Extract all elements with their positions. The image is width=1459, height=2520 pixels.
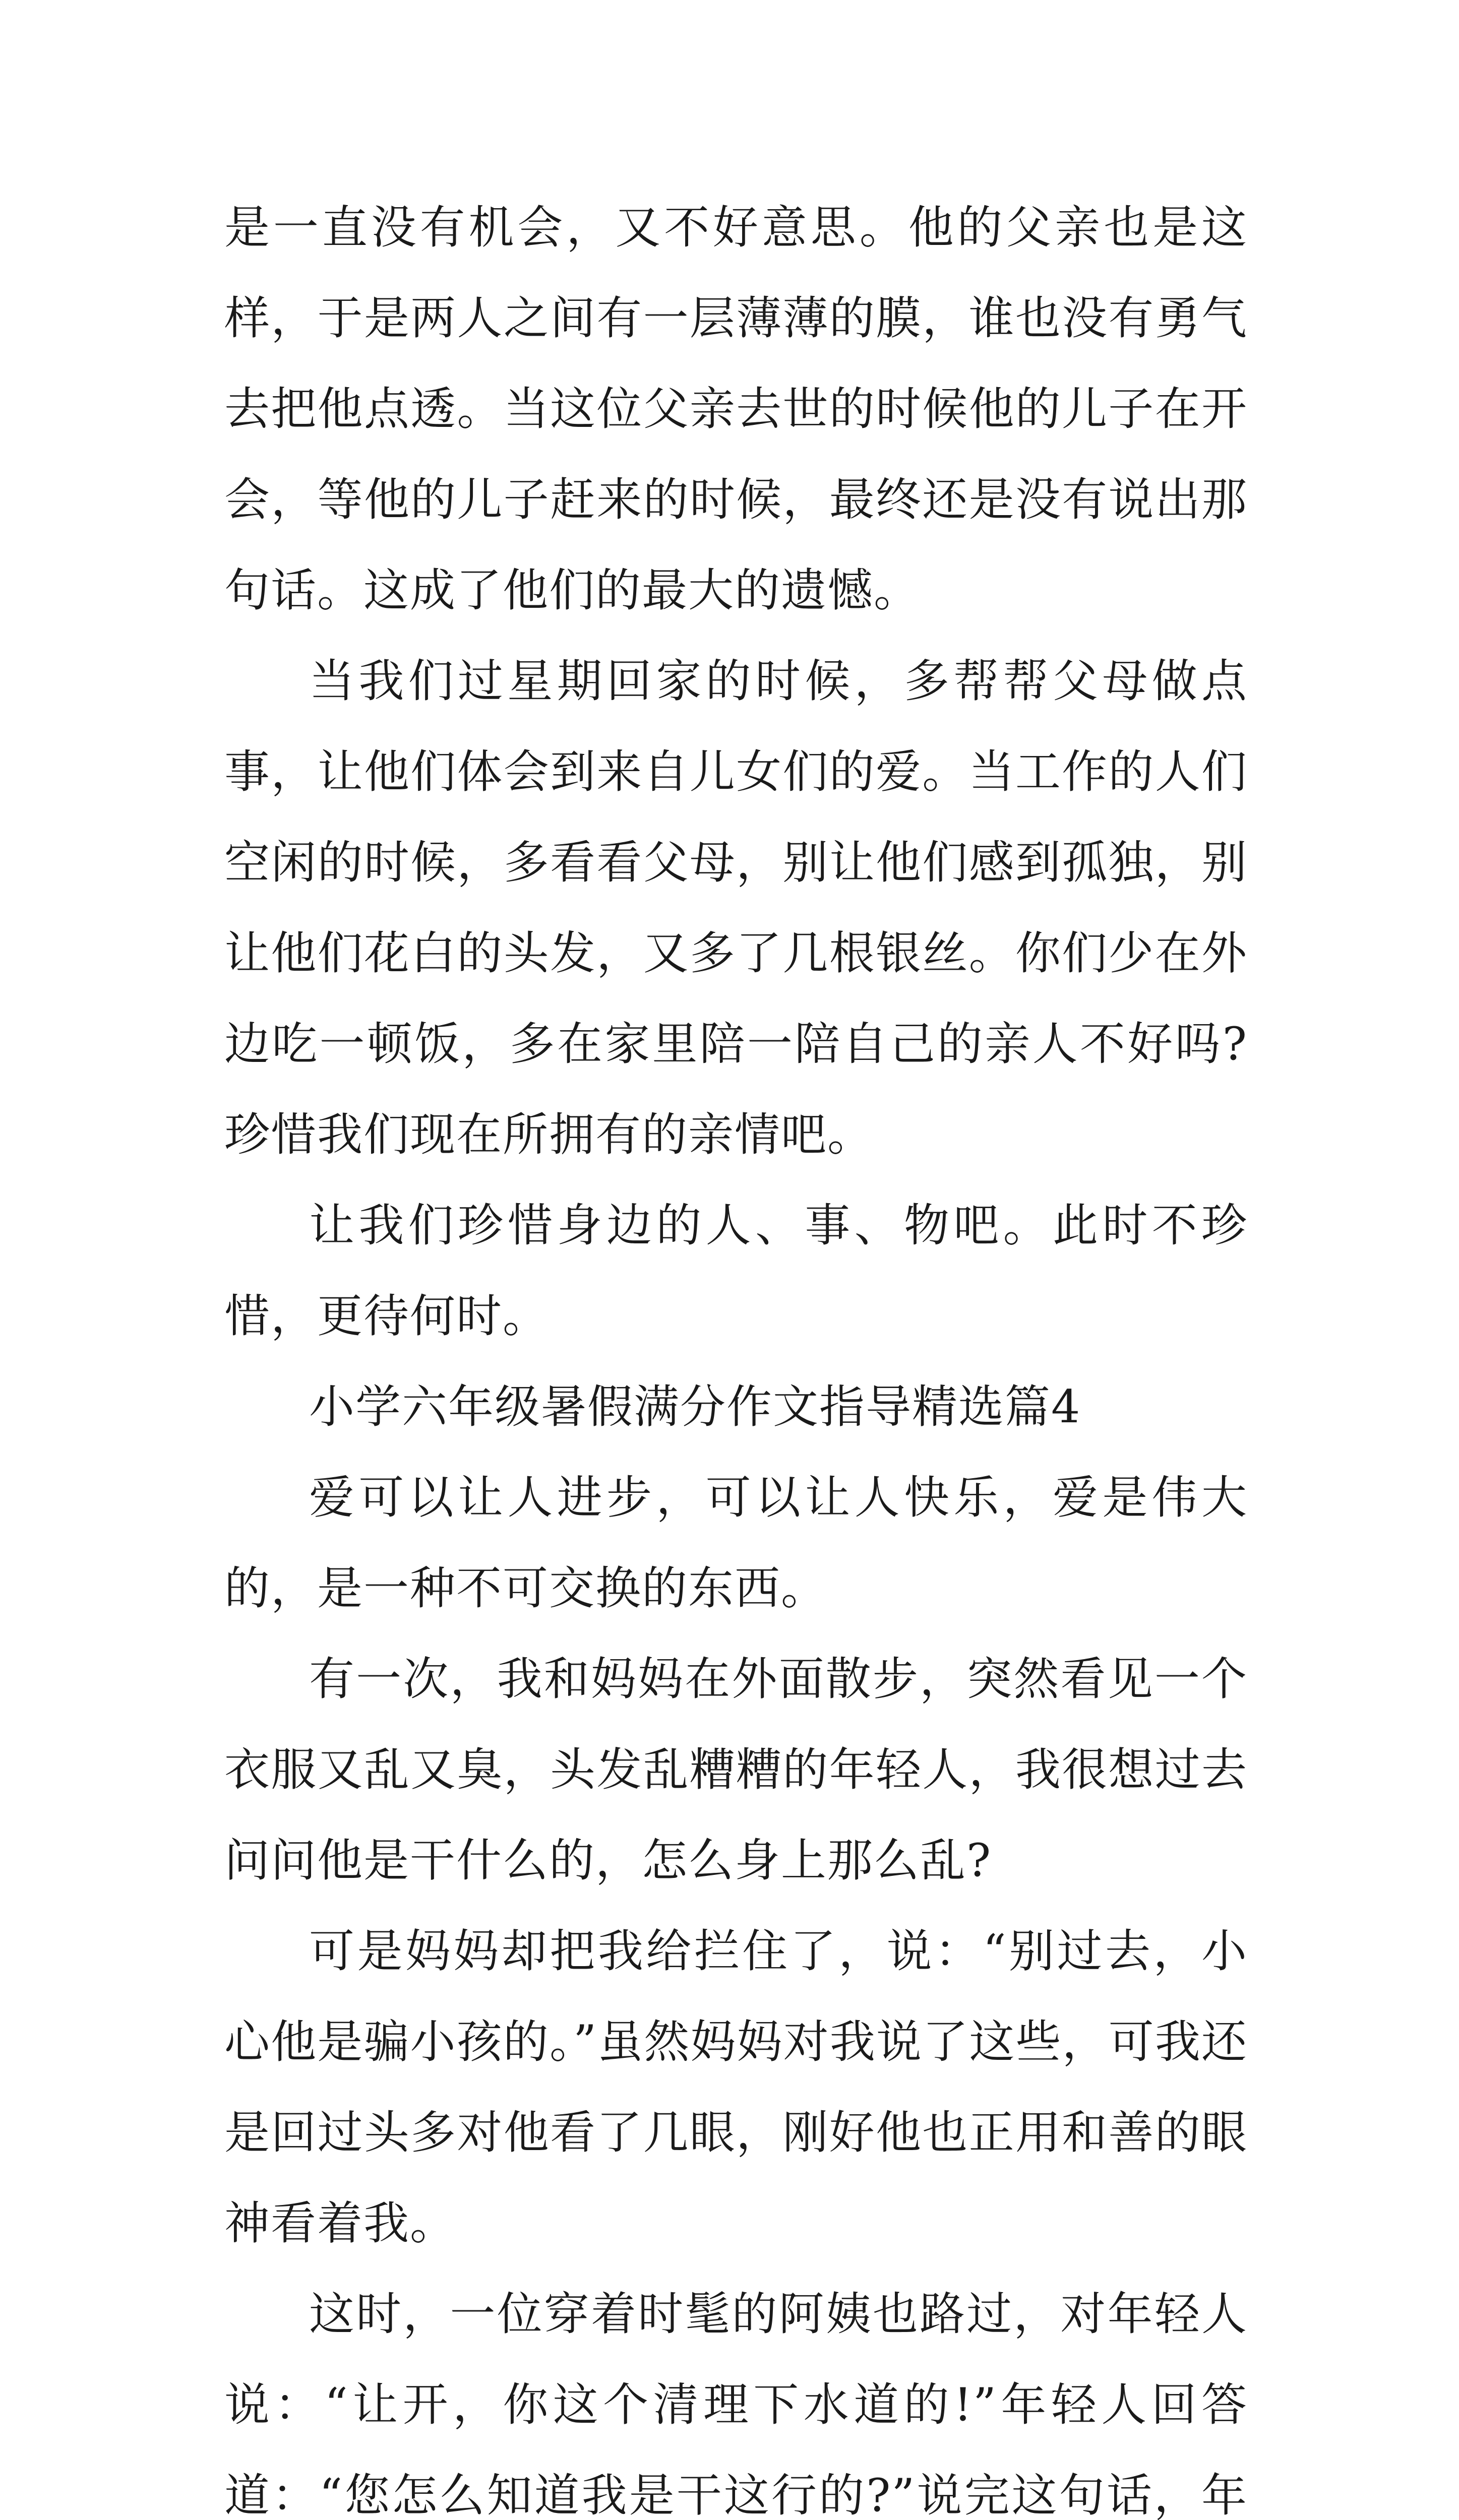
paragraph-8: 这时，一位穿着时髦的阿姨也路过，对年轻人说：“让开，你这个清理下水道的!”年轻人回答道：“您怎么知道我是干这行的?”说完这句话，年	[224, 2288, 1248, 2520]
paragraph-2: 当我们过星期回家的时候，多帮帮父母做点事，让他们体会到来自儿女们的爱。当工作的人们空闲的时候，多看看父母，别让他们感到孤独，别让他们花白的头发，又多了几根银丝。你们少在外边吃一顿饭，多在家里陪一陪自己的亲人不好吗?珍惜我们现在所拥有的亲情吧。	[224, 655, 1248, 1161]
paragraph-3: 让我们珍惜身边的人、事、物吧。此时不珍惜，更待何时。	[224, 1199, 1248, 1343]
paragraph-5: 爱可以让人进步，可以让人快乐，爱是伟大的，是一种不可交换的东西。	[224, 1471, 1248, 1615]
paragraph-1: 是一直没有机会，又不好意思。他的父亲也是这样，于是两人之间有一层薄薄的膜，谁也没有勇气去把他点透。当这位父亲去世的时候他的儿子在开会，等他的儿子赶来的时候，最终还是没有说出那句话。这成了他们的最大的遗憾。	[224, 201, 1248, 617]
section-heading: 小学六年级暑假满分作文指导精选篇4	[309, 1380, 1081, 1433]
document-body	[224, 182, 1248, 2520]
paragraph-7: 可是妈妈却把我给拦住了，说：“别过去，小心他是骗小孩的。”虽然妈妈对我说了这些，可我还是回过头多对他看了几眼，刚好他也正用和善的眼神看着我。	[224, 1925, 1248, 2250]
paragraph-6: 有一次，我和妈妈在外面散步，突然看见一个衣服又乱又臭，头发乱糟糟的年轻人，我很想过去问问他是干什么的，怎么身上那么乱?	[224, 1653, 1248, 1887]
